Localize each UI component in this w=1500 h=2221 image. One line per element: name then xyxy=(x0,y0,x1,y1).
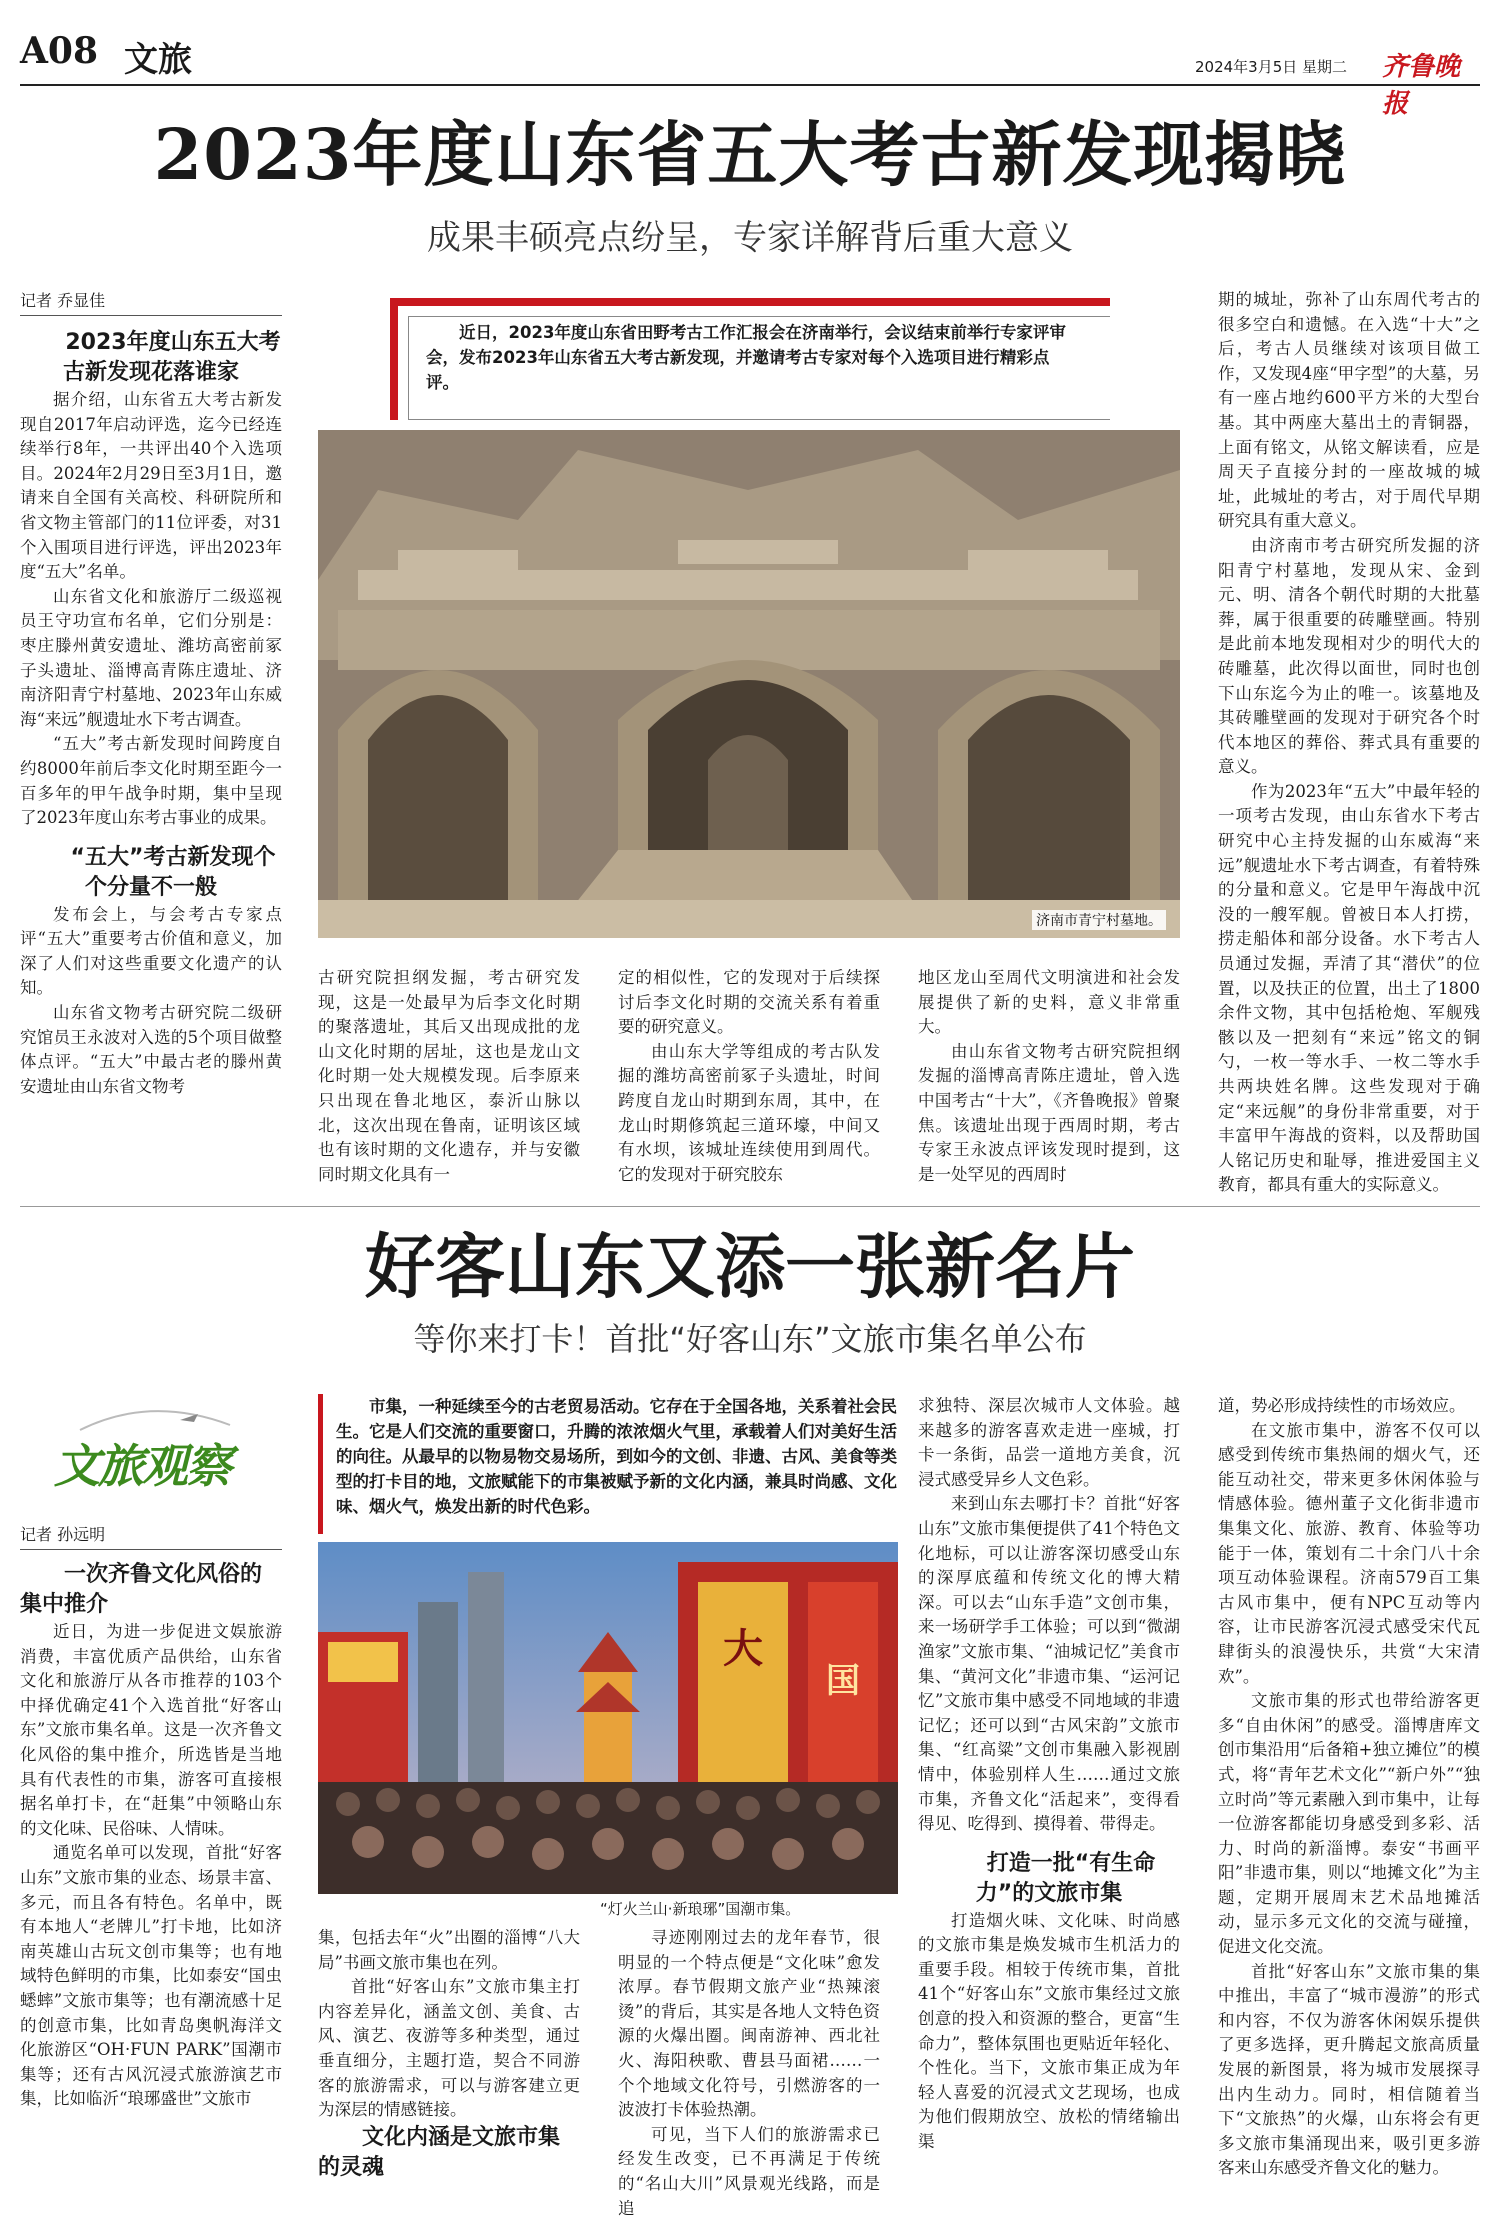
paragraph: 来到山东去哪打卡？首批“好客山东”文旅市集便提供了41个特色文化地标，可以让游客深切感受山东的深厚底蕴和传统文化的博大精深。可以去“山东手造”文创市集，来一场研学手工体验；可以到“微湖渔家”文旅市集、“油城记忆”美食市集、“黄河文化”非遗市集、“运河记忆”文旅市集中感受不同地域的非遗记忆；还可以到“古风宋韵”文旅市集、“红高粱”文创市集融入影视剧情中，体验别样人生……通过文旅市集，齐鲁文化“活起来”，变得看得见、吃得到、摸得着、带得走。 xyxy=(918,1494,1180,1834)
story2-reporter: 记者 孙远明 xyxy=(20,1522,282,1550)
paragraph: 由山东省文物考古研究院担纲发掘的淄博高青陈庄遗址，曾入选中国考古“十大”，《齐鲁晚报》曾聚焦。该遗址出现于西周时期，考古专家王永波点评该发现时提到，这是一处罕见的西周时 xyxy=(918,1041,1180,1184)
paragraph: 集，包括去年“火”出圈的淄博“八大局”书画文旅市集也在列。 xyxy=(318,1928,580,1972)
story1-lead: 近日，2023年度山东省田野考古工作汇报会在济南举行，会议结束前举行专家评审会，发布2023年山东省五大考古新发现，并邀请考古专家对每个入选项目进行精彩点评。 xyxy=(426,323,1066,392)
story2-subheading-2: 文化内涵是文旅市集的灵魂 xyxy=(318,2124,561,2180)
story-divider xyxy=(20,1206,1480,1207)
paragraph: 求独特、深层次城市人文体验。越来越多的游客喜欢走进一座城，打卡一条街，品尝一道地方美食，沉浸式感受异乡人文色彩。 xyxy=(918,1396,1180,1489)
story2-lead-box xyxy=(318,1394,898,1534)
story2-photo xyxy=(318,1542,898,1894)
shop-sign-1: 大 xyxy=(723,1625,763,1672)
paragraph: 古研究院担纲发掘，考古研究发现，这是一处最早为后李文化时期的聚落遗址，其后又出现成批的龙山文化时期的居址，这也是龙山文化时期一处大规模发现。后李原来只出现在鲁北地区，泰沂山脉以北，这次出现在鲁南，证明该区域也有该时期的文化遗存，并与安徽同时期文化具有一 xyxy=(318,968,580,1184)
section-name: 文旅 xyxy=(124,40,192,80)
page-header xyxy=(20,30,1480,119)
story1-lead-box xyxy=(390,298,1110,420)
story1-subheading-2: “五大”考古新发现个个分量不一般 xyxy=(70,844,276,900)
story1-column-3 xyxy=(618,966,880,1188)
story2-lead: 市集，一种延续至今的古老贸易活动。它存在于全国各地，关系着社会民生。它是人们交流的重要窗口，升腾的浓浓烟火气里，承载着人们对美好生活的向往。从最早的以物易物交易场所，到如今的文创、非遗、古风、美食等类型的打卡目的地，文旅赋能下的市集被赋予新的文化内涵，兼具时尚感、文化味、烟火气，焕发出新的时代色彩。 xyxy=(336,1397,897,1516)
paragraph: 首批“好客山东”文旅市集主打内容差异化，涵盖文创、美食、古风、演艺、夜游等多种类型，通过垂直细分，主题打造，契合不同游客的旅游需求，可以与游客建立更为深层的情感链接。 xyxy=(318,1977,580,2120)
story1-reporter: 记者 乔显佳 xyxy=(20,288,282,316)
story1-subheading-1: 2023年度山东五大考古新发现花落谁家 xyxy=(62,330,281,385)
story2-subheading-3: 打造一批“有生命力”的文旅市集 xyxy=(975,1850,1156,1906)
story1-photo xyxy=(318,430,1180,938)
story1-column-1 xyxy=(20,328,282,1190)
header-rule xyxy=(20,84,1480,86)
paragraph: 可见，当下人们的旅游需求已经发生改变，已不再满足于传统的“名山大川”风景观光线路，而是追 xyxy=(618,2124,880,2218)
paragraph: 地区龙山至周代文明演进和社会发展提供了新的史料，意义非常重大。 xyxy=(918,968,1180,1037)
paragraph: 期的城址，弥补了山东周代考古的很多空白和遗憾。在入选“十大”之后，考古人员继续对该项目做工作，又发现4座“甲字型”的大墓，另有一座占地约600平方米的大型台基。其中两座大墓出土的青铜器，上面有铭文，从铭文解读看，应是周天子直接分封的一座故城的城址，此城址的考古，对于周代早期研究具有重大意义。 xyxy=(1218,290,1480,531)
story2-column-1 xyxy=(20,1560,282,2190)
story1-column-4 xyxy=(918,966,1180,1188)
story2-subheadline: 等你来打卡！首批“好客山东”文旅市集名单公布 xyxy=(413,1320,1087,1358)
page-number: A08 xyxy=(20,30,99,72)
paragraph: 山东省文化和旅游厅二级巡视员王守功宣布名单，它们分别是：枣庄滕州黄安遗址、潍坊高密前冢子头遗址、淄博高青陈庄遗址、济南济阳青宁村墓地、2023年山东威海“来远”舰遗址水下考古调查。 xyxy=(20,586,282,729)
newspaper-logo: 齐鲁晚报 xyxy=(1382,52,1461,119)
paragraph: 定的相似性，它的发现对于后续探讨后李文化时期的交流关系有着重要的研究意义。 xyxy=(618,968,880,1037)
paragraph: “五大”考古新发现时间跨度自约8000年前后李文化时期至距今一百多年的甲午战争时期，集中呈现了2023年度山东考古事业的成果。 xyxy=(20,734,282,828)
paragraph: 道，势必形成持续性的市场效应。 xyxy=(1218,1396,1466,1415)
paragraph: 发布会上，与会考古专家点评“五大”重要考古价值和意义，加深了人们对这些重要文化遗产的认知。 xyxy=(20,904,282,998)
story2-column-4 xyxy=(918,1394,1180,2190)
paragraph: 据介绍，山东省五大考古新发现自2017年启动评选，迄今已经连续举行8年，一共评出40个入选项目。2024年2月29日至3月1日，邀请来自全国有关高校、科研院所和省文物主管部门的11位评委，对31个入围项目进行评选，评出2023年度“五大”名单。 xyxy=(20,390,282,582)
paragraph: 通览名单可以发现，首批“好客山东”文旅市集的业态、场景丰富、多元，而且各有特色。名单中，既有本地人“老牌儿”打卡地，比如济南英雄山古玩文创市集等；也有地域特色鲜明的市集，比如泰安“国虫蟋蟀”文旅市集等；也有潮流感十足的创意市集，比如青岛奥帆海洋文化旅游区“OH·FUN PARK”国潮市集等；还有古风沉浸式旅游演艺市集，比如临沂“琅琊盛世”文旅市 xyxy=(20,1843,282,2109)
night-market-illustration xyxy=(318,1542,898,1894)
issue-weekday: 星期二 xyxy=(1302,58,1348,76)
lead-accent-bar xyxy=(318,1394,323,1534)
paragraph: 由济南市考古研究所发掘的济阳青宁村墓地，发现从宋、金到元、明、清各个朝代时期的大批墓葬，属于很重要的砖雕壁画。特别是此前本地发现相对少的明代大的砖雕墓，此次得以面世，同时也创下山东迄今为止的唯一。该墓地及其砖雕壁画的发现对于研究各个时代本地区的葬俗、葬式具有重要的意义。 xyxy=(1218,535,1480,777)
paragraph: 打造烟火味、文化味、时尚感的文旅市集是焕发城市生机活力的重要手段。相较于传统市集，首批41个“好客山东”文旅市集经过文旅创意的投入和资源的整合，更富“生命力”，整体氛围也更贴近年轻化、个性化。当下，文旅市集正成为年轻人喜爱的沉浸式文艺现场，也成为他们假期放空、放松的情绪输出渠 xyxy=(918,1910,1180,2152)
paragraph: 近日，为进一步促进文娱旅游消费，丰富优质产品供给，山东省文化和旅游厅从各市推荐的103个中择优确定41个入选首批“好客山东”文旅市集名单。这是一次齐鲁文化风俗的集中推介，所选皆是当地具有代表性的市集，游客可直接根据名单打卡，在“赶集”中领略山东的文化味、民俗味、人情味。 xyxy=(20,1622,282,1838)
paragraph: 首批“好客山东”文旅市集的集中推出，丰富了“城市漫游”的形式和内容，不仅为游客休闲娱乐提供了更多选择，更升腾起文旅高质量发展的新图景，将为城市发展探寻出内生动力。同时，相信随着当下“文旅热”的火爆，山东将会有更多文旅市集涌现出来，吸引更多游客来山东感受齐鲁文化的魅力。 xyxy=(1218,1961,1480,2178)
story1-column-5 xyxy=(1218,288,1480,1195)
story2-column-2 xyxy=(318,1926,580,2190)
column-logo-text: 文旅观察 xyxy=(54,1439,230,1493)
paragraph: 由山东大学等组成的考古队发掘的潍坊高密前冢子头遗址，时间跨度自龙山时期到东周，其中，在龙山时期修筑起三道环壕，中间又有水坝，该城址连续使用到周代。它的发现对于研究胶东 xyxy=(618,1041,880,1184)
story1-photo-caption: 济南市青宁村墓地。 xyxy=(1032,910,1166,930)
story2-photo-caption: “灯火兰山·新琅琊”国潮市集。 xyxy=(600,1900,801,1918)
story2-subheading-1: 一次齐鲁文化风俗的集中推介 xyxy=(20,1562,263,1617)
story1-headline: 2023年度山东省五大考古新发现揭晓 xyxy=(153,113,1347,196)
story1-subheadline: 成果丰硕亮点纷呈，专家详解背后重大意义 xyxy=(427,218,1073,258)
story2-headline: 好客山东又添一张新名片 xyxy=(365,1225,1135,1308)
tomb-arches-illustration xyxy=(318,430,1180,938)
story1-column-2 xyxy=(318,966,580,1188)
paragraph: 山东省文物考古研究院二级研究馆员王永波对入选的5个项目做整体点评。“五大”中最古老的滕州黄安遗址由山东省文物考 xyxy=(20,1003,282,1096)
story2-column-3 xyxy=(618,1926,880,2218)
paragraph: 文旅市集的形式也带给游客更多“自由休闲”的感受。淄博唐库文创市集沿用“后备箱+独立摊位”的模式，将“青年艺术文化”“新户外”“独立时尚”等元素融入到市集中，让每一位游客都能切身感受到多彩、活力、时尚的新淄博。泰安“书画平阳”非遗市集，则以“地摊文化”为主题，定期开展周末艺术品地摊活动，显示多元文化的交流与碰撞，促进文化交流。 xyxy=(1218,1691,1480,1957)
story2-column-5 xyxy=(1218,1394,1480,2190)
column-logo xyxy=(40,1400,260,1510)
issue-date: 2024年3月5日 xyxy=(1195,58,1298,76)
paragraph: 作为2023年“五大”中最年轻的一项考古发现，由山东省水下考古研究中心主持发掘的山东威海“来远”舰遗址水下考古调查，有着特殊的分量和意义。它是甲午海战中沉没的一艘军舰。曾被日本人打捞，捞走船体和部分设备。水下考古人员通过发掘，弄清了其“潜伏”的位置，以及扶正的位置，出土了1800余件文物，其中包括枪炮、军舰残骸以及一把刻有“来远”铭文的铜勺，一枚一等水手、一枚二等水手共两块姓名牌。这些发现对于确定“来远舰”的身份非常重要，对于丰富甲午海战的资料，以及帮助国人铭记历史和耻辱，推进爱国主义教育，都具有重大的实际意义。 xyxy=(1218,781,1480,1195)
paragraph: 在文旅市集中，游客不仅可以感受到传统市集热闹的烟火气，还能互动社交，带来更多休闲体验与情感体验。德州董子文化街非遗市集集文化、旅游、教育、体验等功能于一体，策划有二十余门八十余项互动体验课程。济南579百工集古风市集中，便有NPC互动等内容，让市民游客沉浸式感受宋代瓦肆街头的浪漫快乐，共赏“大宋清欢”。 xyxy=(1218,1420,1480,1686)
shop-sign-2: 国 xyxy=(826,1661,860,1701)
paragraph: 寻迹刚刚过去的龙年春节，很明显的一个特点便是“文化味”愈发浓厚。春节假期文旅产业“热辣滚烫”的背后，其实是各地人文特色资源的火爆出圈。闽南游神、西北社火、海阳秧歌、曹县马面裙……一个个地域文化符号，引燃游客的一波波打卡体验热潮。 xyxy=(618,1928,880,2120)
